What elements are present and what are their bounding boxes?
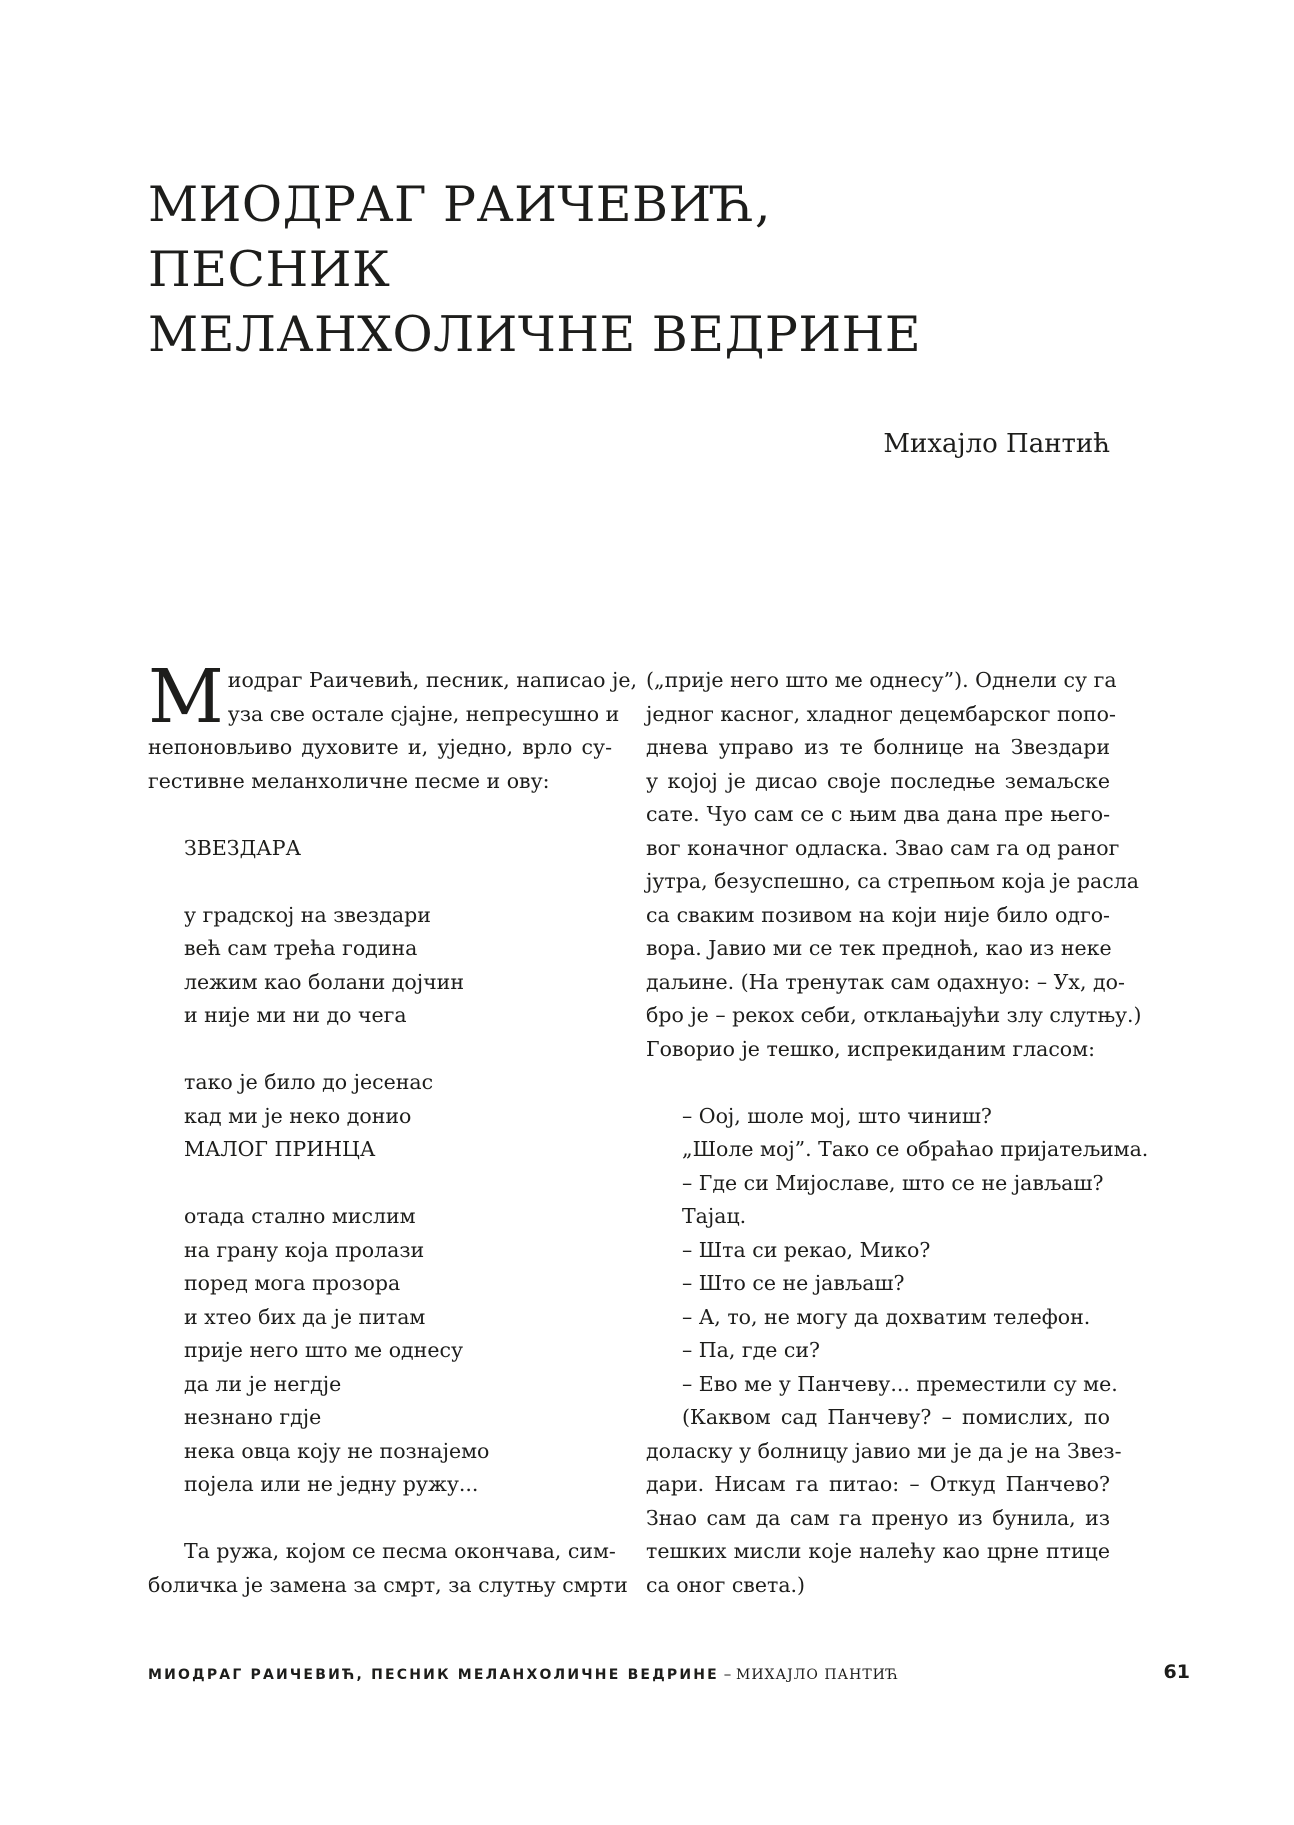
dialogue-line: „Шоле мој”. Тако се обраћао пријатељима. <box>682 1137 1149 1161</box>
poem-line: и хтео бих да је питам <box>184 1304 426 1329</box>
text-line: са оног света.) <box>646 1572 806 1597</box>
text-line: вора. Јавио ми се тек предноћ, као из неке <box>646 936 1112 960</box>
text-line: у којој је дисао своје последње земаљске <box>646 768 1110 793</box>
footer-separator: – <box>718 1665 736 1683</box>
poem-line: и није ми ни до чега <box>184 1003 407 1027</box>
dialogue-line: Тајац. <box>682 1204 747 1228</box>
running-footer <box>148 1662 1188 1687</box>
text-line: тешких мисли које налећу као црне птице <box>646 1539 1110 1563</box>
final-paragraph <box>646 1401 1122 1602</box>
poem-title: ЗВЕЗДАРА <box>184 835 302 860</box>
text-line: једног касног, хладног децембарског попо- <box>646 701 1116 726</box>
dialogue <box>646 1100 1149 1402</box>
text-line: вог коначног одласка. Звао сам га од раног <box>646 835 1120 860</box>
text-line: Знао сам да сам га пренуо из бунила, из <box>646 1505 1110 1530</box>
poem-line: појела или не једну ружу... <box>184 1472 479 1496</box>
text-line: („прије него што ме однесу”). Однели су га <box>646 668 1117 692</box>
left-column <box>148 654 638 1602</box>
poem-line: у градској на звездари <box>184 902 431 927</box>
text-line: са сваким позивом на који није било одго- <box>646 902 1110 927</box>
page-number: 61 <box>1163 1661 1190 1683</box>
dialogue-line: – Где си Мијославе, што се не јављаш? <box>682 1170 1104 1195</box>
text-line: уза све остале сјајне, непресушно и <box>227 701 620 726</box>
text-line: бро је – рекох себи, отклањајући злу слутњу.) <box>646 1003 1142 1027</box>
text-line: днева управо из те болнице на Звездари <box>646 735 1110 759</box>
dialogue-line: – Што се не јављаш? <box>682 1271 905 1295</box>
text-line: Та ружа, којом се песма окончава, сим- <box>184 1539 616 1563</box>
poem-stanza-3 <box>148 1200 612 1502</box>
poem-line: отада стално мислим <box>184 1204 416 1228</box>
dialogue-line: – Оој, шоле мој, што чиниш? <box>682 1103 992 1128</box>
text-line: дари. Нисам га питао: – Откуд Панчево? <box>646 1472 1110 1496</box>
article-author: Михајло Пантић <box>883 429 1110 459</box>
title-line: ПЕСНИК <box>148 241 391 298</box>
text-line: непоновљиво духовите и, уједно, врло су- <box>148 735 612 759</box>
footer-author: МИХАЈЛО ПАНТИЋ <box>735 1667 900 1683</box>
poem-line: кад ми је неко донио <box>184 1103 412 1128</box>
text-line: боличка је замена за смрт, за слутњу смрти <box>148 1572 628 1597</box>
poem-line: тако је било до јесенас <box>184 1070 434 1094</box>
dropcap: М <box>148 654 224 740</box>
poem-line: да ли је негдје <box>184 1371 342 1396</box>
poem-line: нека овца коју не познајемо <box>184 1438 490 1463</box>
footer-title: МИОДРАГ РАИЧЕВИЋ, ПЕСНИК МЕЛАНХОЛИЧНЕ ВЕДРИНЕ <box>148 1667 719 1683</box>
poem-line: незнано гдје <box>184 1405 322 1429</box>
text-line: Говорио је тешко, испрекиданим гласом: <box>646 1036 1095 1061</box>
article-title <box>148 172 1148 367</box>
poem-line: МАЛОГ ПРИНЦА <box>184 1137 376 1161</box>
right-column <box>646 664 1149 1602</box>
closing-paragraph <box>148 1535 628 1602</box>
poem-line: поред мога прозора <box>184 1271 401 1295</box>
intro-paragraph <box>148 654 638 798</box>
dialogue-line: – А, то, не могу да дохватим телефон. <box>682 1304 1091 1329</box>
poem-line: прије него што ме однесу <box>184 1338 464 1362</box>
text-line: јутра, безуспешно, са стрепњом која је расла <box>646 869 1139 893</box>
title-line: МИОДРАГ РАИЧЕВИЋ, <box>148 176 772 233</box>
text-line: (Каквом сад Панчеву? – помислих, по <box>682 1405 1110 1429</box>
poem-stanza-1 <box>148 899 612 1033</box>
poem-line: већ сам трећа година <box>184 936 418 960</box>
text-line: доласку у болницу јавио ми је да је на Звез- <box>646 1438 1122 1463</box>
poem-stanza-2 <box>148 1066 612 1167</box>
dialogue-line: – Па, где си? <box>682 1338 821 1362</box>
dialogue-line: – Шта си рекао, Мико? <box>682 1237 931 1262</box>
text-line: иодраг Раичевић, песник, написао је, <box>227 668 638 692</box>
title-line: МЕЛАНХОЛИЧНЕ ВЕДРИНЕ <box>148 306 922 363</box>
body-paragraph <box>646 664 1142 1066</box>
text-line: сате. Чуо сам се с њим два дана пре њего- <box>646 802 1110 826</box>
dialogue-line: – Ево ме у Панчеву... преместили су ме. <box>682 1371 1118 1396</box>
text-line: даљине. (На тренутак сам одахнуо: – Ух, до- <box>646 969 1125 994</box>
poem-line: лежим као болани дојчин <box>184 969 465 994</box>
poem-line: на грану која пролази <box>184 1237 425 1262</box>
text-line: гестивне меланхоличне песме и ову: <box>148 768 550 793</box>
